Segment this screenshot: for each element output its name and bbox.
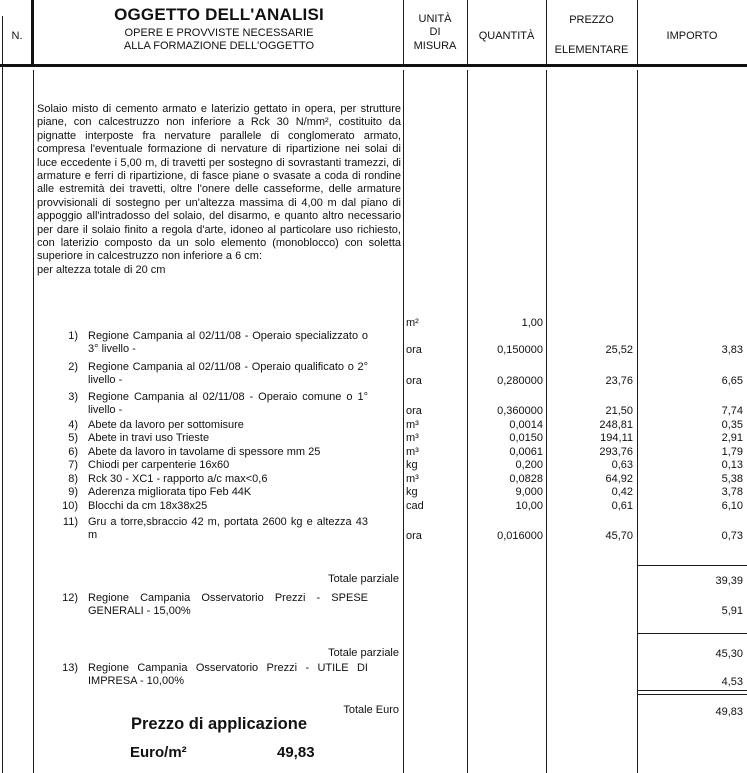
analysis-quantity: 1,00 bbox=[521, 317, 543, 329]
analysis-description-last-line: per altezza totale di 20 cm bbox=[37, 263, 166, 276]
item-unit: kg bbox=[406, 459, 418, 471]
column-header-oggetto-sub1: OPERE E PROVVISTE NECESSARIE bbox=[124, 27, 314, 39]
column-header-prezzo-line1: PREZZO bbox=[569, 14, 614, 26]
table-border-col-prezzo bbox=[637, 70, 638, 773]
item-quantity: 0,0061 bbox=[509, 446, 543, 458]
subtotal-label: Totale parziale bbox=[328, 573, 399, 585]
item-number: 8) bbox=[68, 473, 78, 485]
item-amount: 1,79 bbox=[721, 446, 743, 458]
item-amount: 6,65 bbox=[721, 375, 743, 387]
analysis-unit: m² bbox=[406, 317, 419, 329]
item-amount: 0,13 bbox=[721, 459, 743, 471]
column-header-oggetto-sub2: ALLA FORMAZIONE DELL'OGGETTO bbox=[123, 40, 315, 52]
total-double-rule-top bbox=[638, 690, 747, 691]
item-quantity: 0,360000 bbox=[497, 405, 543, 417]
application-price-unit: Euro/m² bbox=[130, 744, 187, 761]
item-unit-price: 45,70 bbox=[605, 530, 633, 542]
item-unit: ora bbox=[406, 344, 422, 356]
item-description: Abete da lavoro in tavolame di spessore mm 25 bbox=[88, 446, 321, 458]
item-unit-price: 64,92 bbox=[605, 473, 633, 485]
item-unit-price: 194,11 bbox=[600, 432, 633, 444]
item-amount: 4,53 bbox=[721, 676, 743, 688]
analysis-description-block bbox=[37, 103, 401, 277]
item-number: 12) bbox=[62, 592, 78, 604]
subtotal-label: Totale parziale bbox=[328, 647, 399, 659]
total-euro-label: Totale Euro bbox=[343, 704, 399, 716]
subtotal-rule-1 bbox=[638, 565, 747, 566]
item-unit: m³ bbox=[406, 446, 419, 458]
item-number: 10) bbox=[62, 500, 78, 512]
column-header-unita: UNITÀ DI MISURA bbox=[413, 13, 457, 52]
item-amount: 5,38 bbox=[721, 473, 743, 485]
application-price-title: Prezzo di applicazione bbox=[130, 715, 308, 733]
item-unit: m³ bbox=[406, 473, 419, 485]
item-number: 9) bbox=[68, 486, 78, 498]
item-unit: m³ bbox=[406, 419, 419, 431]
item-description: Rck 30 - XC1 - rapporto a/c max<0,6 bbox=[88, 473, 268, 485]
subtotal-value: 39,39 bbox=[715, 575, 743, 587]
column-header-prezzo-line2: ELEMENTARE bbox=[554, 44, 629, 56]
item-description: Regione Campania al 02/11/08 - Operaio qualificato o 2° livello - bbox=[88, 361, 368, 387]
column-header-importo: IMPORTO bbox=[666, 30, 718, 42]
item-number: 4) bbox=[68, 419, 78, 431]
item-unit-price: 23,76 bbox=[605, 375, 633, 387]
item-quantity: 0,0150 bbox=[509, 432, 543, 444]
item-quantity: 10,00 bbox=[515, 500, 543, 512]
item-description: Regione Campania Osservatorio Prezzi - SPESE GENERALI - 15,00% bbox=[88, 592, 368, 618]
item-description: Gru a torre,sbraccio 42 m, portata 2600 kg e altezza 43 m bbox=[88, 516, 368, 542]
subtotal-value: 45,30 bbox=[715, 648, 743, 660]
item-number: 11) bbox=[62, 516, 78, 528]
item-quantity: 0,016000 bbox=[497, 530, 543, 542]
item-number: 3) bbox=[68, 391, 78, 403]
table-border-n-divider bbox=[33, 70, 34, 773]
item-description: Regione Campania al 02/11/08 - Operaio specializzato o 3° livello - bbox=[88, 330, 368, 356]
item-quantity: 0,150000 bbox=[497, 344, 543, 356]
item-quantity: 0,0014 bbox=[509, 419, 543, 431]
column-header-oggetto-title: OGGETTO DELL'ANALISI bbox=[114, 5, 324, 24]
item-number: 7) bbox=[68, 459, 78, 471]
item-unit-price: 25,52 bbox=[605, 344, 633, 356]
item-unit: ora bbox=[406, 375, 422, 387]
item-number: 1) bbox=[68, 330, 78, 342]
item-unit-price: 21,50 bbox=[605, 405, 633, 417]
application-price-value: 49,83 bbox=[277, 744, 315, 761]
item-description: Abete in travi uso Trieste bbox=[88, 432, 210, 444]
item-amount: 0,35 bbox=[721, 419, 743, 431]
item-amount: 3,78 bbox=[721, 486, 743, 498]
item-unit: kg bbox=[406, 486, 418, 498]
item-unit: cad bbox=[406, 500, 424, 512]
item-quantity: 9,000 bbox=[515, 486, 543, 498]
item-amount: 6,10 bbox=[721, 500, 743, 512]
subtotal-rule-2 bbox=[638, 633, 747, 634]
item-unit-price: 0,63 bbox=[611, 459, 633, 471]
item-number: 6) bbox=[68, 446, 78, 458]
item-description: Regione Campania Osservatorio Prezzi - UTILE DI IMPRESA - 10,00% bbox=[88, 662, 368, 688]
item-amount: 0,73 bbox=[721, 530, 743, 542]
item-quantity: 0,280000 bbox=[497, 375, 543, 387]
item-quantity: 0,0828 bbox=[509, 473, 543, 485]
item-amount: 5,91 bbox=[721, 605, 743, 617]
item-number: 2) bbox=[68, 361, 78, 373]
table-border-col-oggetto bbox=[403, 70, 404, 773]
item-quantity: 0,200 bbox=[515, 459, 543, 471]
item-number: 13) bbox=[62, 662, 78, 674]
item-description: Blocchi da cm 18x38x25 bbox=[88, 500, 208, 512]
item-description: Aderenza migliorata tipo Feb 44K bbox=[88, 486, 252, 498]
item-unit: m³ bbox=[406, 432, 419, 444]
item-amount: 7,74 bbox=[721, 405, 743, 417]
table-header-bottom-rule bbox=[0, 64, 747, 67]
item-number: 5) bbox=[68, 432, 78, 444]
item-amount: 3,83 bbox=[721, 344, 743, 356]
analysis-description: Solaio misto di cemento armato e laterizio gettato in opera, per strutture piane, con calcestruzzo non inferiore a Rck 30 N/mm², costituito da pignatte interposte fra nervature parallele di conglomerato armato, compresa l'eventuale formazione di nervature di ripartizione nei solai di luce eccedente i 5,00 m, di travetti per sostegno di sovrastanti tramezzi, di armature e ferri di ripartizione, di fasce piane o svasate a coda di rondine alle estremità dei travetti, oltre l'onere delle casseforme, delle armature provvisionali di sostegno per un'altezza massima di 4,00 m dal piano di appoggio all'intradosso del solaio, del disarmo, e quanto altro necessario per dare il solaio finito a regola d'arte, idoneo al particolare uso richiesto, con laterizio composto da un solo elemento (monoblocco) con soletta superiore in calcestruzzo non inferiore a 6 cm: bbox=[37, 103, 401, 263]
total-euro-value: 49,83 bbox=[715, 706, 743, 718]
item-description: Chiodi per carpenterie 16x60 bbox=[88, 459, 230, 471]
item-amount: 2,91 bbox=[721, 432, 743, 444]
item-unit-price: 0,61 bbox=[611, 500, 633, 512]
item-unit-price: 293,76 bbox=[599, 446, 633, 458]
item-unit: ora bbox=[406, 405, 422, 417]
column-header-n: N. bbox=[11, 30, 23, 42]
item-unit-price: 0,42 bbox=[611, 486, 633, 498]
item-unit: ora bbox=[406, 530, 422, 542]
item-description: Regione Campania al 02/11/08 - Operaio comune o 1° livello - bbox=[88, 391, 368, 417]
column-header-quantita: QUANTITÀ bbox=[478, 30, 535, 42]
item-unit-price: 248,81 bbox=[599, 419, 633, 431]
table-border-left bbox=[2, 16, 3, 773]
item-description: Abete da lavoro per sottomisure bbox=[88, 419, 244, 431]
total-double-rule-bottom bbox=[638, 694, 747, 695]
